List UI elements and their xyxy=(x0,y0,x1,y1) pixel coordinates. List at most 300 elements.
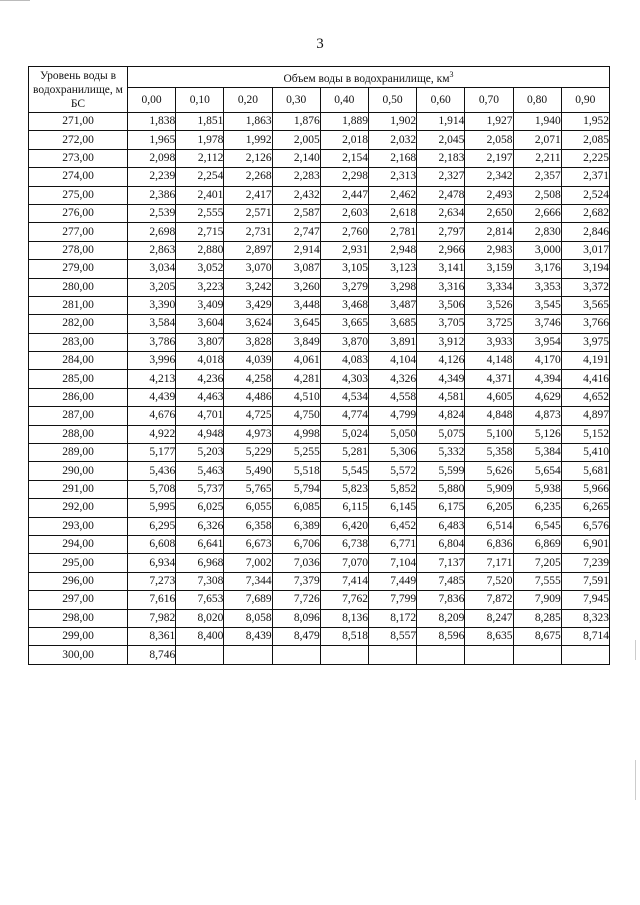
scan-edge-mark xyxy=(635,760,636,800)
volume-cell: 2,018 xyxy=(320,131,368,149)
volume-cell: 6,205 xyxy=(465,499,513,517)
volume-cell: 2,168 xyxy=(368,149,416,167)
volume-cell: 4,750 xyxy=(272,407,320,425)
level-cell: 286,00 xyxy=(29,388,128,406)
volume-cell: 5,203 xyxy=(176,444,224,462)
volume-cell: 2,478 xyxy=(417,186,465,204)
volume-header-unit-power: 3 xyxy=(449,70,454,80)
volume-cell: 7,653 xyxy=(176,591,224,609)
volume-cell: 4,326 xyxy=(368,370,416,388)
volume-cell: 6,295 xyxy=(128,517,176,535)
table-row xyxy=(29,278,610,296)
table-row xyxy=(29,554,610,572)
volume-cell: 3,141 xyxy=(417,260,465,278)
volume-cell: 2,814 xyxy=(465,223,513,241)
volume-cell: 4,510 xyxy=(272,388,320,406)
volume-cell: 2,239 xyxy=(128,168,176,186)
volume-cell: 8,596 xyxy=(417,627,465,645)
table-row xyxy=(29,572,610,590)
volume-cell: 1,952 xyxy=(561,113,609,131)
volume-cell: 5,765 xyxy=(224,480,272,498)
volume-cell: 6,901 xyxy=(561,535,609,553)
volume-cell: 8,020 xyxy=(176,609,224,627)
level-cell: 279,00 xyxy=(29,260,128,278)
volume-cell: 8,400 xyxy=(176,627,224,645)
volume-cell: 6,576 xyxy=(561,517,609,535)
volume-cell xyxy=(513,646,561,664)
volume-cell: 6,452 xyxy=(368,517,416,535)
column-header: 0,90 xyxy=(561,88,609,113)
volume-cell: 1,965 xyxy=(128,131,176,149)
volume-cell: 2,254 xyxy=(176,168,224,186)
volume-cell: 2,357 xyxy=(513,168,561,186)
volume-cell: 5,995 xyxy=(128,499,176,517)
table-row xyxy=(29,627,610,645)
table-row xyxy=(29,591,610,609)
volume-cell: 4,191 xyxy=(561,352,609,370)
volume-cell: 4,104 xyxy=(368,352,416,370)
volume-cell: 5,075 xyxy=(417,425,465,443)
volume-cell: 2,618 xyxy=(368,204,416,222)
volume-cell: 2,524 xyxy=(561,186,609,204)
volume-cell: 6,025 xyxy=(176,499,224,517)
level-column-header: Уровень воды в водохранилище, м БС xyxy=(29,67,128,113)
volume-cell: 2,966 xyxy=(417,241,465,259)
table-row xyxy=(29,113,610,131)
table-row xyxy=(29,315,610,333)
volume-cell: 3,870 xyxy=(320,333,368,351)
volume-cell: 3,205 xyxy=(128,278,176,296)
level-cell: 277,00 xyxy=(29,223,128,241)
volume-cell: 2,781 xyxy=(368,223,416,241)
volume-cell: 2,715 xyxy=(176,223,224,241)
volume-cell: 5,599 xyxy=(417,462,465,480)
level-cell: 287,00 xyxy=(29,407,128,425)
volume-cell: 7,982 xyxy=(128,609,176,627)
volume-cell: 7,137 xyxy=(417,554,465,572)
volume-cell: 6,358 xyxy=(224,517,272,535)
volume-cell: 2,371 xyxy=(561,168,609,186)
column-header: 0,60 xyxy=(417,88,465,113)
volume-cell: 7,591 xyxy=(561,572,609,590)
table-row xyxy=(29,407,610,425)
table-row xyxy=(29,444,610,462)
volume-cell: 4,581 xyxy=(417,388,465,406)
column-header: 0,10 xyxy=(176,88,224,113)
level-cell: 288,00 xyxy=(29,425,128,443)
volume-cell: 2,154 xyxy=(320,149,368,167)
table-row xyxy=(29,646,610,664)
volume-cell: 4,439 xyxy=(128,388,176,406)
level-cell: 273,00 xyxy=(29,149,128,167)
volume-cell: 2,571 xyxy=(224,204,272,222)
volume-cell: 5,626 xyxy=(465,462,513,480)
volume-cell: 7,485 xyxy=(417,572,465,590)
volume-cell: 4,652 xyxy=(561,388,609,406)
volume-cell: 5,152 xyxy=(561,425,609,443)
volume-cell: 2,666 xyxy=(513,204,561,222)
table-row xyxy=(29,241,610,259)
volume-cell: 4,416 xyxy=(561,370,609,388)
volume-cell: 5,410 xyxy=(561,444,609,462)
volume-cell: 2,698 xyxy=(128,223,176,241)
volume-cell: 8,557 xyxy=(368,627,416,645)
volume-cell: 4,676 xyxy=(128,407,176,425)
volume-cell: 2,298 xyxy=(320,168,368,186)
level-cell: 276,00 xyxy=(29,204,128,222)
volume-cell: 1,838 xyxy=(128,113,176,131)
volume-cell: 2,747 xyxy=(272,223,320,241)
column-header: 0,80 xyxy=(513,88,561,113)
volume-cell: 7,555 xyxy=(513,572,561,590)
volume-cell: 3,223 xyxy=(176,278,224,296)
volume-cell: 5,490 xyxy=(224,462,272,480)
volume-cell: 5,880 xyxy=(417,480,465,498)
volume-cell: 7,616 xyxy=(128,591,176,609)
volume-cell: 7,308 xyxy=(176,572,224,590)
volume-cell: 1,876 xyxy=(272,113,320,131)
level-cell: 291,00 xyxy=(29,480,128,498)
column-header: 0,50 xyxy=(368,88,416,113)
volume-cell: 2,183 xyxy=(417,149,465,167)
volume-cell: 2,283 xyxy=(272,168,320,186)
volume-cell: 5,794 xyxy=(272,480,320,498)
volume-cell: 3,912 xyxy=(417,333,465,351)
volume-cell: 4,701 xyxy=(176,407,224,425)
volume-cell xyxy=(368,646,416,664)
level-cell: 296,00 xyxy=(29,572,128,590)
volume-cell: 2,508 xyxy=(513,186,561,204)
volume-cell: 7,762 xyxy=(320,591,368,609)
volume-cell: 2,432 xyxy=(272,186,320,204)
level-cell: 271,00 xyxy=(29,113,128,131)
volume-cell: 7,239 xyxy=(561,554,609,572)
volume-cell: 6,608 xyxy=(128,535,176,553)
volume-cell: 4,922 xyxy=(128,425,176,443)
volume-cell: 5,852 xyxy=(368,480,416,498)
volume-cell: 8,746 xyxy=(128,646,176,664)
table-row xyxy=(29,131,610,149)
volume-cell: 4,873 xyxy=(513,407,561,425)
volume-cell: 8,439 xyxy=(224,627,272,645)
volume-cell: 5,708 xyxy=(128,480,176,498)
volume-cell: 3,390 xyxy=(128,296,176,314)
volume-cell: 2,447 xyxy=(320,186,368,204)
volume-cell: 6,085 xyxy=(272,499,320,517)
volume-cell: 5,545 xyxy=(320,462,368,480)
volume-cell: 3,786 xyxy=(128,333,176,351)
volume-cell xyxy=(561,646,609,664)
volume-cell: 5,737 xyxy=(176,480,224,498)
volume-cell: 6,804 xyxy=(417,535,465,553)
volume-cell: 7,273 xyxy=(128,572,176,590)
volume-cell: 2,603 xyxy=(320,204,368,222)
volume-cell: 3,242 xyxy=(224,278,272,296)
volume-cell: 7,344 xyxy=(224,572,272,590)
volume-cell: 6,389 xyxy=(272,517,320,535)
volume-cell: 7,689 xyxy=(224,591,272,609)
volume-cell xyxy=(320,646,368,664)
top-edge-line xyxy=(0,0,30,1)
volume-cell: 3,685 xyxy=(368,315,416,333)
scan-edge-mark xyxy=(635,640,636,660)
volume-cell: 2,071 xyxy=(513,131,561,149)
level-cell: 299,00 xyxy=(29,627,128,645)
level-cell: 289,00 xyxy=(29,444,128,462)
volume-cell: 2,983 xyxy=(465,241,513,259)
volume-cell: 3,194 xyxy=(561,260,609,278)
volume-cell: 3,372 xyxy=(561,278,609,296)
volume-cell: 2,897 xyxy=(224,241,272,259)
volume-cell: 2,948 xyxy=(368,241,416,259)
volume-cell: 3,298 xyxy=(368,278,416,296)
volume-cell: 4,148 xyxy=(465,352,513,370)
volume-cell: 6,145 xyxy=(368,499,416,517)
volume-cell: 6,483 xyxy=(417,517,465,535)
volume-cell: 3,975 xyxy=(561,333,609,351)
volume-cell: 7,414 xyxy=(320,572,368,590)
volume-cell: 4,998 xyxy=(272,425,320,443)
volume-cell: 2,401 xyxy=(176,186,224,204)
volume-cell: 2,197 xyxy=(465,149,513,167)
level-cell: 293,00 xyxy=(29,517,128,535)
volume-cell xyxy=(417,646,465,664)
column-header: 0,70 xyxy=(465,88,513,113)
volume-cell: 3,645 xyxy=(272,315,320,333)
volume-cell: 4,303 xyxy=(320,370,368,388)
table-row xyxy=(29,535,610,553)
volume-cell: 1,927 xyxy=(465,113,513,131)
volume-cell: 3,409 xyxy=(176,296,224,314)
volume-cell: 3,017 xyxy=(561,241,609,259)
volume-cell xyxy=(272,646,320,664)
table-row xyxy=(29,260,610,278)
volume-cell xyxy=(176,646,224,664)
volume-cell: 4,534 xyxy=(320,388,368,406)
volume-cell: 4,371 xyxy=(465,370,513,388)
volume-cell: 2,539 xyxy=(128,204,176,222)
volume-cell: 3,954 xyxy=(513,333,561,351)
volume-cell: 2,760 xyxy=(320,223,368,241)
volume-cell: 5,572 xyxy=(368,462,416,480)
volume-cell: 5,255 xyxy=(272,444,320,462)
volume-cell: 2,682 xyxy=(561,204,609,222)
volume-cell: 8,136 xyxy=(320,609,368,627)
volume-table xyxy=(28,66,610,665)
volume-cell: 6,706 xyxy=(272,535,320,553)
volume-cell: 2,634 xyxy=(417,204,465,222)
level-cell: 297,00 xyxy=(29,591,128,609)
volume-cell: 6,265 xyxy=(561,499,609,517)
volume-cell: 3,807 xyxy=(176,333,224,351)
volume-cell: 5,654 xyxy=(513,462,561,480)
volume-column-header xyxy=(128,67,610,88)
level-cell: 280,00 xyxy=(29,278,128,296)
volume-cell: 3,506 xyxy=(417,296,465,314)
table-row xyxy=(29,609,610,627)
volume-cell: 8,714 xyxy=(561,627,609,645)
volume-cell: 2,225 xyxy=(561,149,609,167)
volume-cell: 7,945 xyxy=(561,591,609,609)
volume-cell: 4,799 xyxy=(368,407,416,425)
table-row xyxy=(29,462,610,480)
volume-cell: 6,869 xyxy=(513,535,561,553)
volume-cell: 6,673 xyxy=(224,535,272,553)
volume-cell: 7,104 xyxy=(368,554,416,572)
volume-cell: 3,123 xyxy=(368,260,416,278)
volume-cell: 5,358 xyxy=(465,444,513,462)
table-row xyxy=(29,352,610,370)
volume-cell: 1,851 xyxy=(176,113,224,131)
level-cell: 285,00 xyxy=(29,370,128,388)
volume-cell: 8,247 xyxy=(465,609,513,627)
volume-cell: 4,039 xyxy=(224,352,272,370)
volume-cell: 8,635 xyxy=(465,627,513,645)
volume-cell: 3,176 xyxy=(513,260,561,278)
volume-cell: 3,159 xyxy=(465,260,513,278)
volume-cell: 4,848 xyxy=(465,407,513,425)
volume-cell: 2,327 xyxy=(417,168,465,186)
volume-cell: 2,731 xyxy=(224,223,272,241)
volume-cell: 7,449 xyxy=(368,572,416,590)
volume-cell: 4,629 xyxy=(513,388,561,406)
table-row xyxy=(29,296,610,314)
volume-cell: 2,211 xyxy=(513,149,561,167)
level-cell: 284,00 xyxy=(29,352,128,370)
volume-cell: 3,604 xyxy=(176,315,224,333)
volume-cell: 4,236 xyxy=(176,370,224,388)
volume-cell: 6,738 xyxy=(320,535,368,553)
volume-cell xyxy=(465,646,513,664)
volume-cell: 7,520 xyxy=(465,572,513,590)
volume-cell: 7,171 xyxy=(465,554,513,572)
volume-cell: 2,140 xyxy=(272,149,320,167)
volume-cell: 4,083 xyxy=(320,352,368,370)
volume-cell: 2,797 xyxy=(417,223,465,241)
volume-cell: 6,235 xyxy=(513,499,561,517)
table-row xyxy=(29,370,610,388)
volume-cell: 4,170 xyxy=(513,352,561,370)
volume-cell: 6,055 xyxy=(224,499,272,517)
volume-cell: 3,070 xyxy=(224,260,272,278)
level-cell: 290,00 xyxy=(29,462,128,480)
volume-cell: 8,361 xyxy=(128,627,176,645)
volume-cell: 1,889 xyxy=(320,113,368,131)
volume-cell: 5,177 xyxy=(128,444,176,462)
volume-cell: 2,045 xyxy=(417,131,465,149)
volume-cell: 3,996 xyxy=(128,352,176,370)
volume-cell: 3,746 xyxy=(513,315,561,333)
volume-cell: 2,098 xyxy=(128,149,176,167)
volume-cell: 2,587 xyxy=(272,204,320,222)
volume-cell: 2,462 xyxy=(368,186,416,204)
volume-cell: 7,726 xyxy=(272,591,320,609)
volume-cell: 4,558 xyxy=(368,388,416,406)
volume-cell: 6,771 xyxy=(368,535,416,553)
table-row xyxy=(29,388,610,406)
volume-cell: 3,828 xyxy=(224,333,272,351)
volume-cell: 2,493 xyxy=(465,186,513,204)
volume-cell: 2,880 xyxy=(176,241,224,259)
volume-cell: 4,126 xyxy=(417,352,465,370)
level-cell: 294,00 xyxy=(29,535,128,553)
volume-header-text: Объем воды в водохранилище, км xyxy=(283,73,450,86)
table-body xyxy=(29,113,610,665)
table-row xyxy=(29,186,610,204)
volume-cell: 4,897 xyxy=(561,407,609,425)
volume-cell: 4,281 xyxy=(272,370,320,388)
volume-cell: 3,087 xyxy=(272,260,320,278)
volume-cell: 7,909 xyxy=(513,591,561,609)
volume-cell: 6,175 xyxy=(417,499,465,517)
volume-cell: 8,675 xyxy=(513,627,561,645)
volume-cell: 5,050 xyxy=(368,425,416,443)
volume-cell: 3,260 xyxy=(272,278,320,296)
volume-cell: 6,545 xyxy=(513,517,561,535)
volume-cell: 4,725 xyxy=(224,407,272,425)
volume-cell: 2,931 xyxy=(320,241,368,259)
table-row xyxy=(29,425,610,443)
volume-cell: 4,258 xyxy=(224,370,272,388)
volume-cell: 3,725 xyxy=(465,315,513,333)
volume-cell: 5,938 xyxy=(513,480,561,498)
volume-cell: 5,332 xyxy=(417,444,465,462)
volume-cell: 5,966 xyxy=(561,480,609,498)
volume-cell: 3,000 xyxy=(513,241,561,259)
volume-cell: 3,429 xyxy=(224,296,272,314)
volume-cell: 5,681 xyxy=(561,462,609,480)
table-row xyxy=(29,480,610,498)
volume-cell: 6,641 xyxy=(176,535,224,553)
volume-cell: 6,420 xyxy=(320,517,368,535)
volume-cell: 4,824 xyxy=(417,407,465,425)
volume-cell: 5,229 xyxy=(224,444,272,462)
volume-cell: 1,940 xyxy=(513,113,561,131)
level-cell: 274,00 xyxy=(29,168,128,186)
volume-cell: 4,948 xyxy=(176,425,224,443)
volume-cell: 3,487 xyxy=(368,296,416,314)
volume-cell: 3,526 xyxy=(465,296,513,314)
volume-cell: 7,205 xyxy=(513,554,561,572)
volume-cell: 7,070 xyxy=(320,554,368,572)
volume-cell: 5,281 xyxy=(320,444,368,462)
volume-cell: 4,486 xyxy=(224,388,272,406)
volume-cell xyxy=(224,646,272,664)
volume-cell: 8,209 xyxy=(417,609,465,627)
volume-cell: 7,379 xyxy=(272,572,320,590)
volume-cell: 8,518 xyxy=(320,627,368,645)
table-row xyxy=(29,333,610,351)
volume-cell: 3,766 xyxy=(561,315,609,333)
volume-cell: 3,468 xyxy=(320,296,368,314)
volume-cell: 4,774 xyxy=(320,407,368,425)
volume-cell: 3,624 xyxy=(224,315,272,333)
volume-cell: 3,034 xyxy=(128,260,176,278)
level-cell: 282,00 xyxy=(29,315,128,333)
volume-cell: 5,126 xyxy=(513,425,561,443)
volume-cell: 2,313 xyxy=(368,168,416,186)
volume-cell: 5,384 xyxy=(513,444,561,462)
column-header: 0,00 xyxy=(128,88,176,113)
volume-cell: 3,565 xyxy=(561,296,609,314)
level-cell: 298,00 xyxy=(29,609,128,627)
volume-cell: 6,326 xyxy=(176,517,224,535)
volume-cell: 5,909 xyxy=(465,480,513,498)
table-row xyxy=(29,223,610,241)
volume-cell: 2,126 xyxy=(224,149,272,167)
volume-cell: 3,353 xyxy=(513,278,561,296)
volume-cell: 8,285 xyxy=(513,609,561,627)
